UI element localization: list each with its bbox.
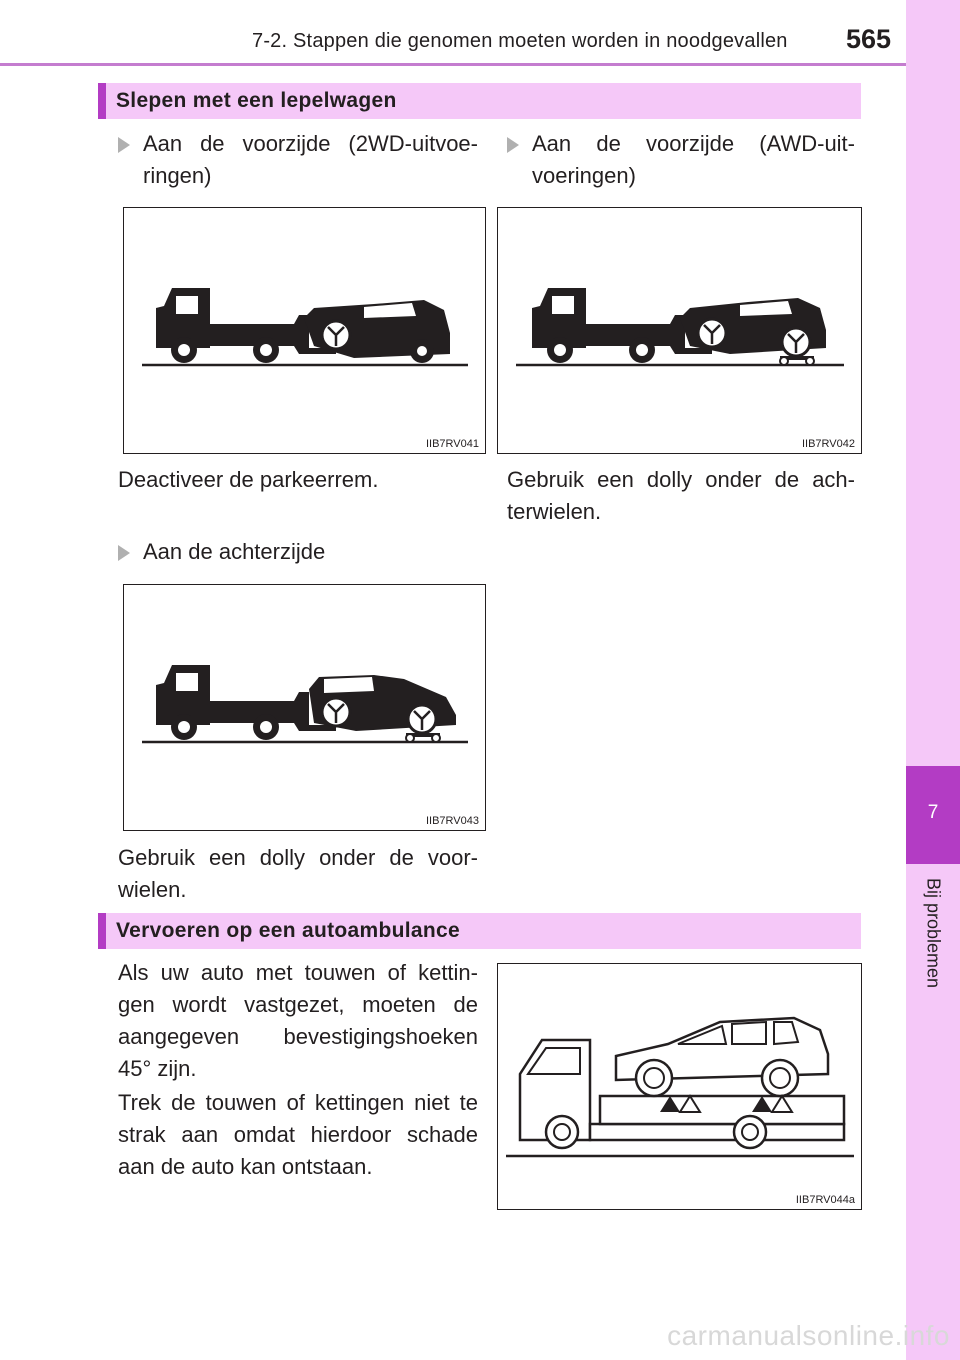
bullet-rear [118, 536, 478, 568]
figure-code: IIB7RV043 [425, 815, 479, 827]
bullet-triangle-icon [118, 545, 130, 561]
bullet-text: Aan de voorzijde (AWD-uit-voeringen) [532, 131, 855, 188]
section-heading-tow-truck: Slepen met een lepelwagen [98, 83, 861, 119]
figure-car-carrier [497, 963, 862, 1210]
paragraph-tension-warning: Trek de touwen of kettingen niet te strak aan omdat hierdoor schade aan de auto kan ontstaan. [118, 1090, 478, 1179]
section-heading-car-carrier: Vervoeren op een autoambulance [98, 913, 861, 949]
tow-truck-rear-illustration [124, 585, 484, 829]
caption-front-2wd: Deactiveer de parkeerrem. [118, 467, 379, 492]
bullet-text: Aan de achterzijde [143, 539, 326, 564]
chapter-number: 7 [927, 802, 939, 823]
figure-front-awd [497, 207, 862, 454]
figure-rear [123, 584, 486, 831]
figure-code: IIB7RV042 [801, 438, 855, 450]
caption-front-awd: Gebruik een dolly onder de ach-terwielen. [507, 467, 855, 524]
car-carrier-illustration [498, 964, 860, 1208]
tow-truck-dolly-illustration [498, 208, 860, 452]
bullet-front-2wd [118, 128, 478, 192]
watermark: carmanualsonline.info [667, 1320, 950, 1351]
figure-code: IIB7RV044a [795, 1194, 855, 1206]
paragraph-securing-angles: Als uw auto met touwen of kettin-gen wordt vastgezet, moeten de aangegeven bevestigingshoeken 45° zijn. [118, 960, 478, 1081]
tow-truck-illustration [124, 208, 484, 452]
figure-front-2wd [123, 207, 486, 454]
bullet-triangle-icon [507, 137, 519, 153]
bullet-triangle-icon [118, 137, 130, 153]
running-header-title: 7-2. Stappen die genomen moeten worden in noodgevallen [252, 30, 788, 52]
side-tab-background [906, 0, 960, 766]
bullet-front-awd [507, 128, 855, 192]
caption-rear: Gebruik een dolly onder de voor-wielen. [118, 845, 478, 902]
chapter-label [906, 878, 960, 1008]
bullet-text: Aan de voorzijde (2WD-uitvoe-ringen) [143, 131, 478, 188]
header-rule [0, 63, 906, 66]
figure-code: IIB7RV041 [425, 438, 479, 450]
page-number: 565 [846, 24, 892, 54]
chapter-label-text: Bij problemen [923, 878, 944, 989]
